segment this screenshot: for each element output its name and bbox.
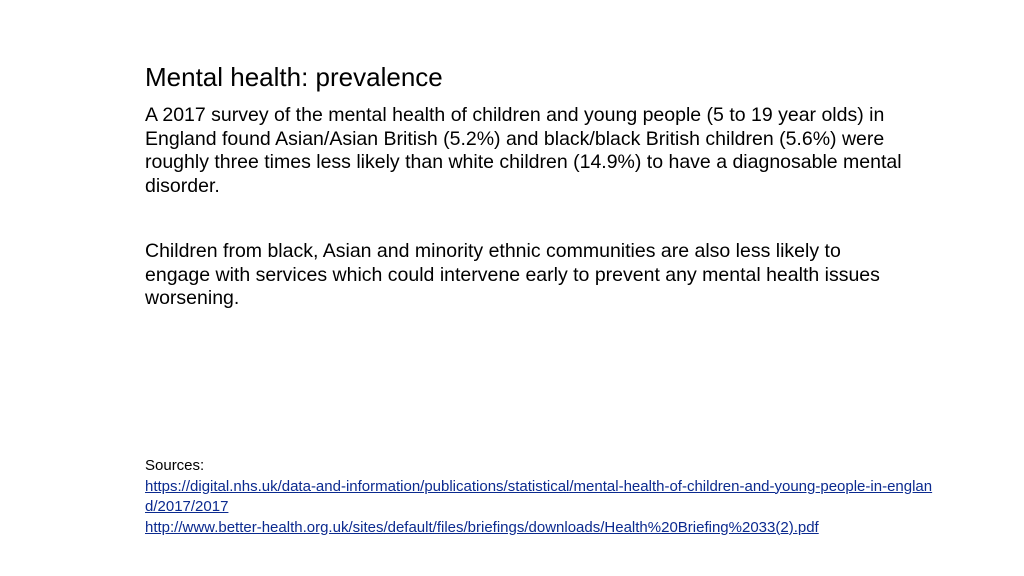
engagement-paragraph: Children from black, Asian and minority ethnic communities are also less likely to engage with services which could intervene early to prevent any mental health issues worsening. bbox=[145, 240, 880, 309]
source-link-nhs[interactable]: https://digital.nhs.uk/data-and-information/publications/statistical/mental-health-of-children-and-young-people-in-england/2017/2017 bbox=[145, 477, 933, 515]
source-link-better-health[interactable]: http://www.better-health.org.uk/sites/default/files/briefings/downloads/Health%20Briefing%2033(2).pdf bbox=[145, 518, 819, 536]
sources-label: Sources: bbox=[145, 457, 205, 474]
sources-section bbox=[145, 456, 935, 538]
survey-paragraph: A 2017 survey of the mental health of children and young people (5 to 19 year olds) in England found Asian/Asian British (5.2%) and black/black British children (5.6%) were roughly three times less likely than white children (14.9%) to have a diagnosable mental disorder. bbox=[145, 104, 902, 197]
slide-title: Mental health: prevalence bbox=[145, 62, 443, 92]
